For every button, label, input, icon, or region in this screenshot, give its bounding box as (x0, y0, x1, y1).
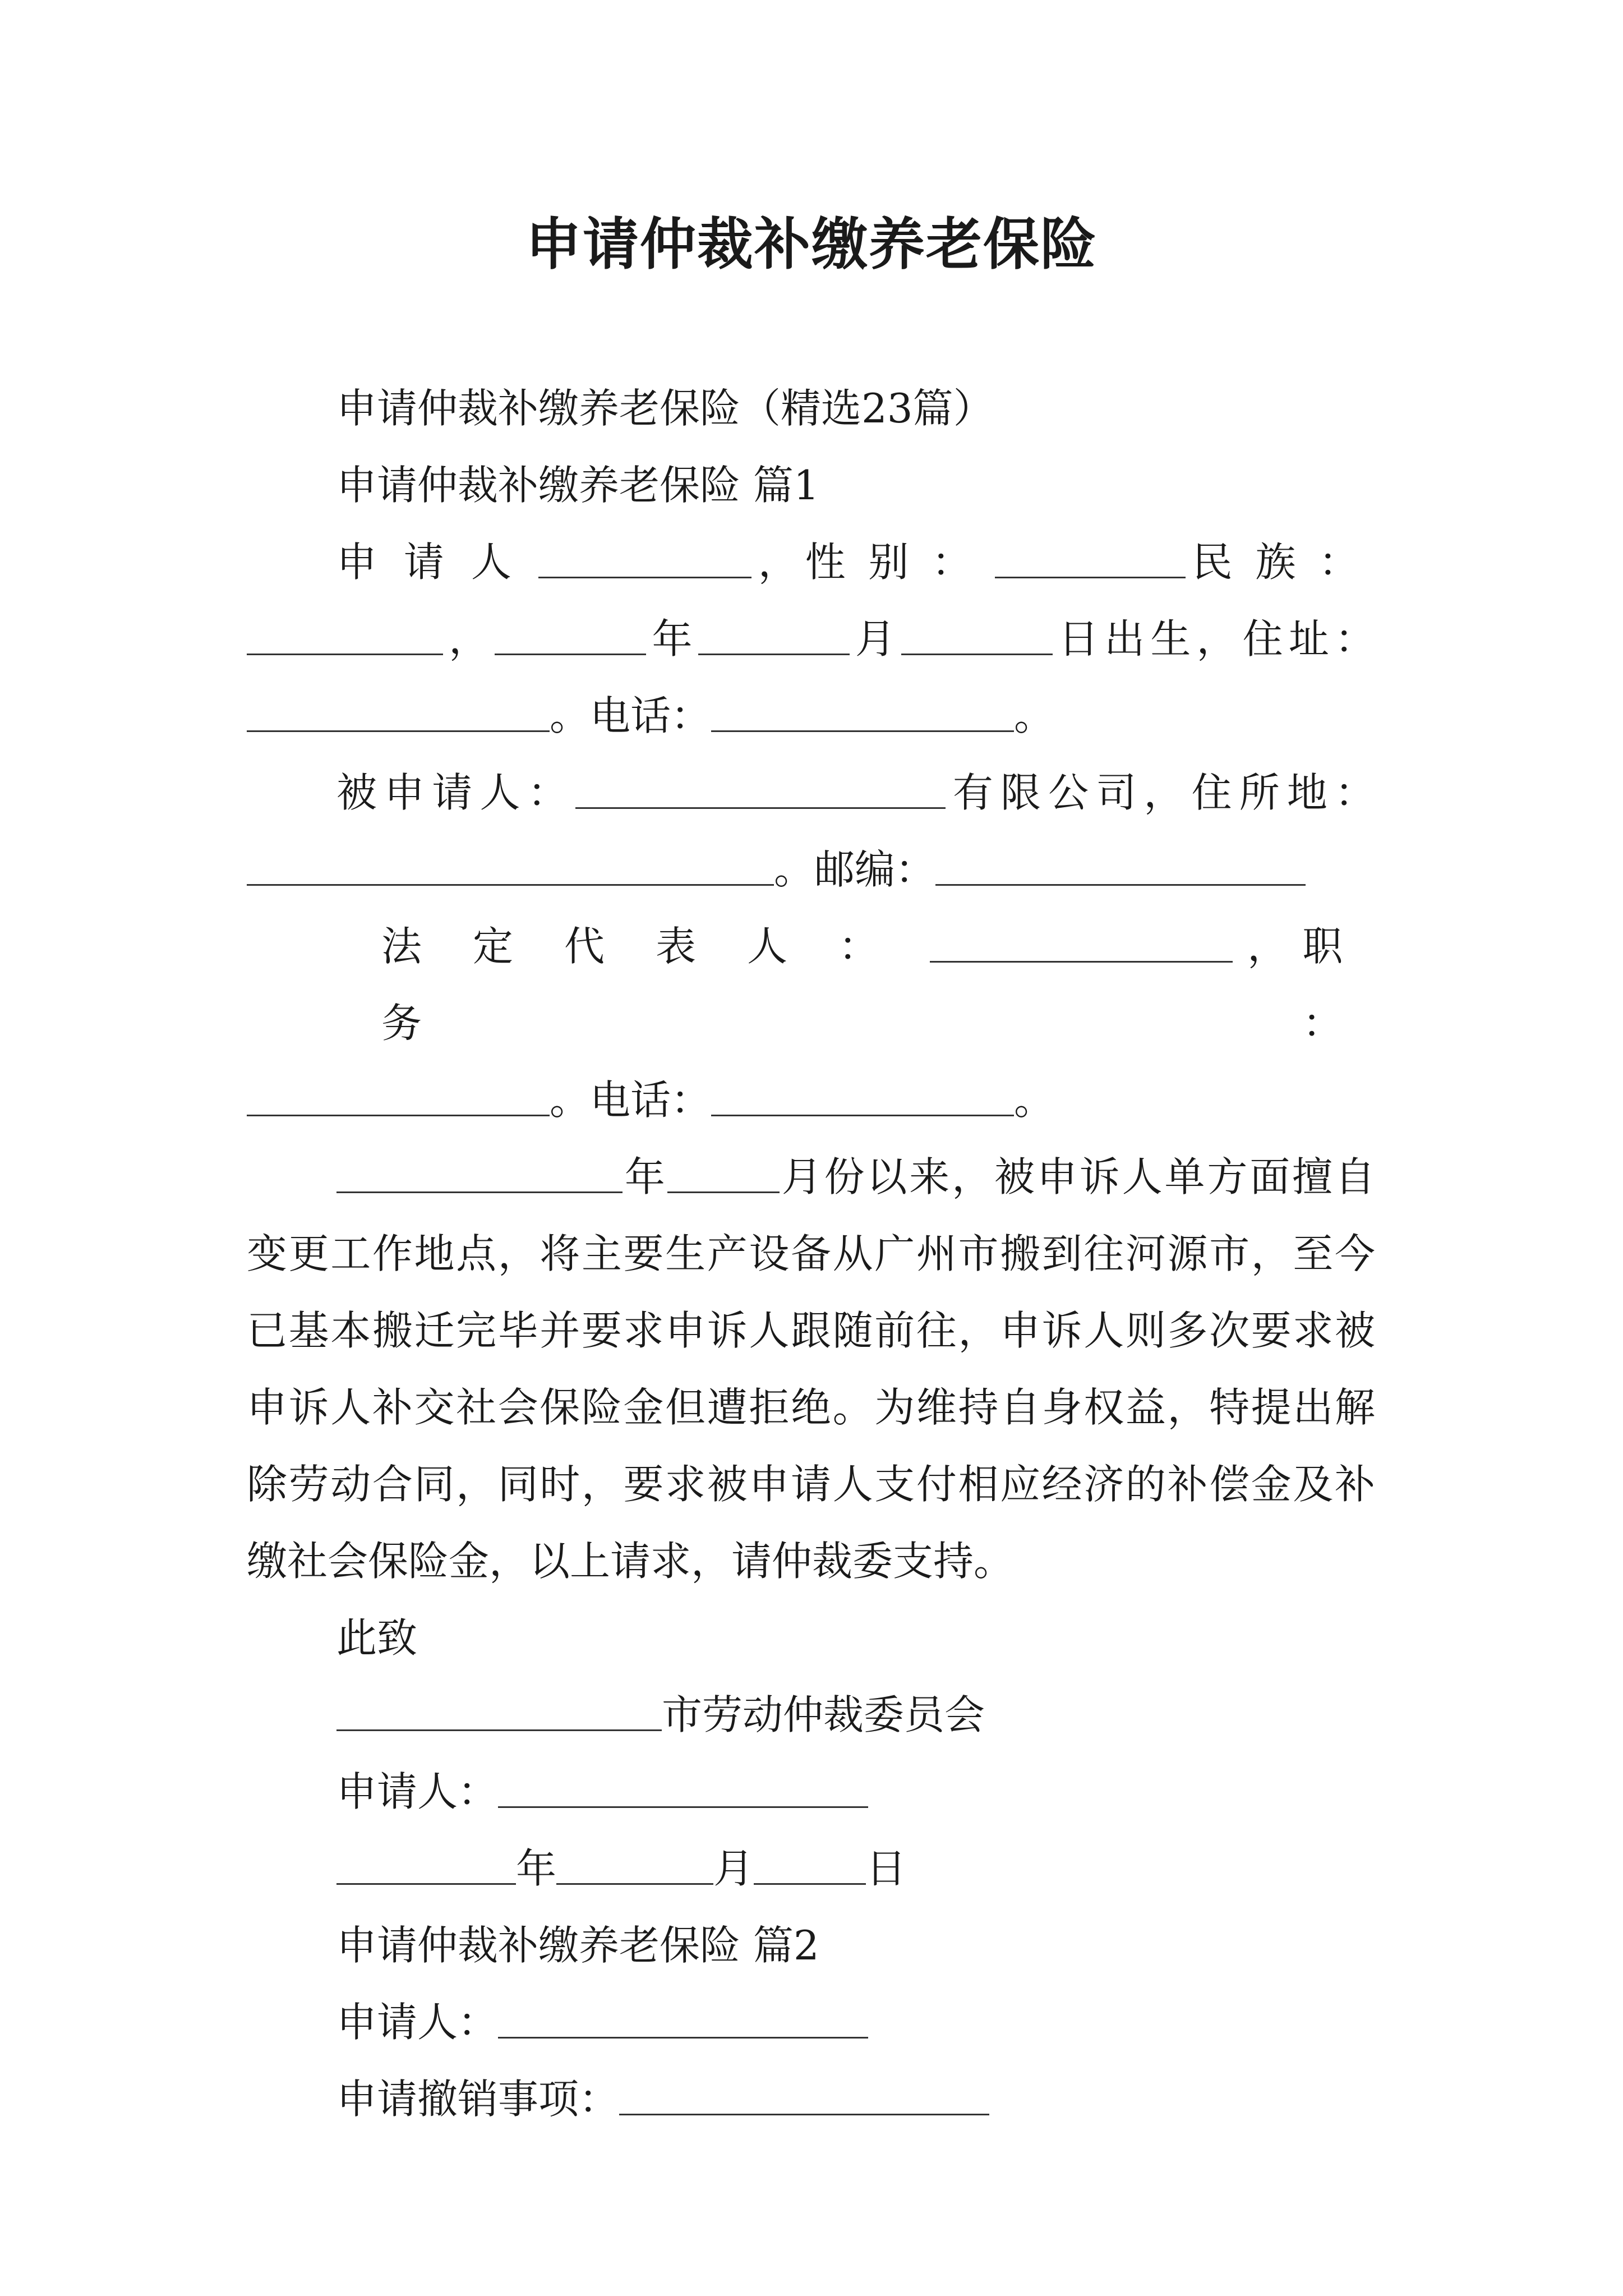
fact-month-blank (667, 1153, 780, 1193)
legal-rep-blank (930, 922, 1233, 962)
applicant2-line: 申请人： (247, 1984, 1375, 2061)
applicant-line: 申请人 ，性别： 民族： (336, 539, 1375, 586)
date-line: 年 月 日 (247, 1830, 1375, 1907)
gender-blank (995, 538, 1186, 578)
respondent-line: 被申请人： 有限公司，住所地： (336, 769, 1375, 816)
address-blank (247, 692, 550, 731)
city-blank (336, 1691, 662, 1731)
year-blank (495, 615, 646, 655)
subtitle-line: 申请仲裁补缴养老保险（精选23篇） (336, 385, 994, 432)
applicant2-blank (498, 1998, 868, 2038)
ethnicity-blank (247, 615, 443, 655)
fact-paragraph: 年 月份以来，被申诉人单方面擅自变更工作地点，将主要生产设备从广州市搬到往河源市，至今已基本搬迁完毕并要求申诉人跟随前往，申诉人则多次要求被申诉人补交社会保险金但遭拒绝。为维持自身权益，特提出解除劳动合同，同时，要求被申请人支付相应经济的补偿金及补缴社会保险金，以上请求，请仲裁委支持。 (247, 1153, 1375, 1585)
month-blank (698, 615, 850, 655)
applicant-sign-line: 申请人： (247, 1754, 1375, 1830)
revoke-blank (619, 2075, 989, 2115)
day-blank (901, 615, 1053, 655)
address-phone-line: 。电话： 。 (247, 678, 1375, 754)
committee-line: 市劳动仲裁委员会 (247, 1677, 1375, 1754)
document-title: 申请仲裁补缴养老保险 (525, 211, 1098, 277)
company-blank (575, 769, 946, 808)
fact-year-blank (336, 1153, 623, 1193)
postcode-line: 。邮编： (247, 831, 1375, 908)
name-blank (538, 538, 751, 578)
phone-blank (711, 692, 1014, 731)
company-address-blank (247, 845, 774, 885)
section-heading-1: 申请仲裁补缴养老保险 篇1 (336, 462, 819, 509)
legal-rep-line: 法定代表人： ，职务： (381, 923, 1375, 1047)
phone-blank-2 (711, 1076, 1014, 1116)
document-body (247, 370, 1375, 2138)
sign-month-blank (556, 1844, 713, 1884)
revoke-line: 申请撤销事项： (247, 2061, 1375, 2138)
position-blank (247, 1076, 550, 1116)
birth-line: ， 年 月 日出生，住址： (247, 601, 1375, 678)
signature-blank (498, 1768, 868, 1807)
sign-day-blank (754, 1844, 866, 1884)
postcode-blank (935, 845, 1306, 885)
position-phone-line: 。电话： 。 (247, 1062, 1375, 1139)
cizhi-line: 此致 (336, 1614, 418, 1662)
sign-year-blank (336, 1844, 516, 1884)
section-heading-2: 申请仲裁补缴养老保险 篇2 (336, 1922, 819, 1969)
